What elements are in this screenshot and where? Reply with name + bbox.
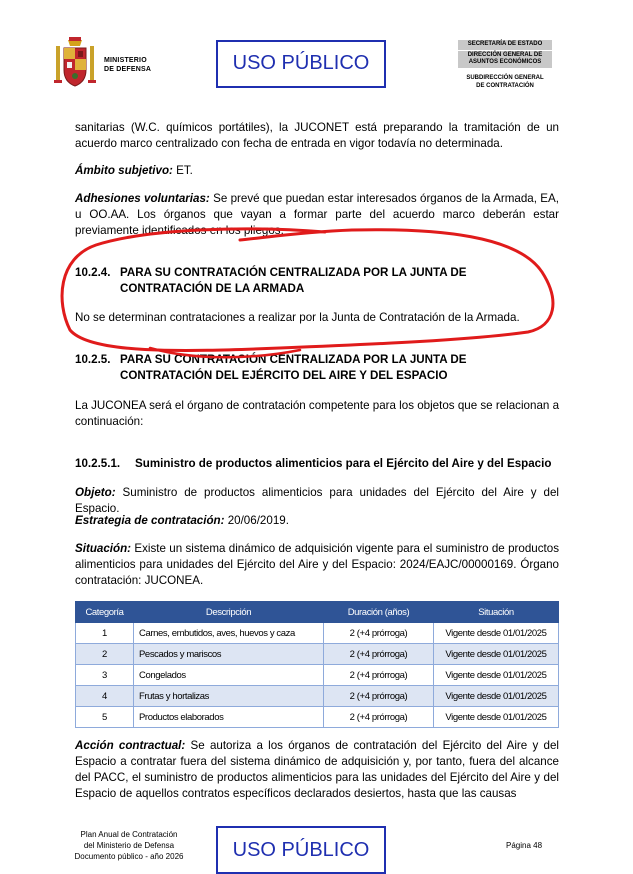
estrategia-text: 20/06/2019. (224, 514, 289, 527)
heading-10-2-5-1-number: 10.2.5.1. (75, 457, 121, 470)
table-cell-descripcion: Congelados (134, 665, 324, 686)
estrategia-paragraph (75, 513, 559, 529)
table-cell-categoria: 3 (76, 665, 134, 686)
adhesiones-paragraph (75, 191, 559, 239)
objeto-label: Objeto: (75, 486, 116, 499)
situacion-text: Existe un sistema dinámico de adquisición vigente para el suministro de productos alimenticios para unidades del Ejército del Aire y del Espacio: 2024/EAJC/00000169. Órgano contratación: JUCONEA. (75, 542, 559, 587)
accion-label: Acción contractual: (75, 739, 186, 752)
table-header-cell: Descripción (134, 602, 324, 623)
adhesiones-label: Adhesiones voluntarias: (75, 192, 210, 205)
table-row (76, 644, 559, 665)
footer-line3: Documento público - año 2026 (74, 852, 184, 861)
table-header-cell: Situación (434, 602, 559, 623)
footer-line1: Plan Anual de Contratación (80, 830, 178, 839)
situacion-label: Situación: (75, 542, 132, 555)
table-cell-duracion: 2 (+4 prórroga) (324, 686, 434, 707)
subdir-line2: DE CONTRATACIÓN (476, 82, 534, 89)
table-row (76, 623, 559, 644)
objeto-text: Suministro de productos alimenticios para unidades del Ejército del Aire y del Espacio. (75, 486, 559, 515)
footer-line2: del Ministerio de Defensa (83, 841, 175, 850)
table-cell-categoria: 2 (76, 644, 134, 665)
uso-publico-stamp-bottom: USO PÚBLICO (216, 826, 386, 874)
situacion-paragraph (75, 541, 559, 589)
heading-10-2-4-number: 10.2.4. (75, 266, 111, 279)
table-cell-duracion: 2 (+4 prórroga) (324, 644, 434, 665)
heading-10-2-4 (75, 265, 559, 297)
heading-10-2-5-text: PARA SU CONTRATACIÓN CENTRALIZADA POR LA JUNTA DE CONTRATACIÓN DEL EJÉRCITO DEL AIRE Y DEL ESPACIO (120, 353, 467, 382)
secretaria-box (458, 40, 552, 68)
table-row (76, 665, 559, 686)
table-cell-situacion: Vigente desde 01/01/2025 (434, 686, 559, 707)
estrategia-label: Estrategia de contratación: (75, 514, 225, 527)
table-cell-situacion: Vigente desde 01/01/2025 (434, 707, 559, 728)
table-row (76, 707, 559, 728)
heading-10-2-5-number: 10.2.5. (75, 353, 111, 366)
table-cell-duracion: 2 (+4 prórroga) (324, 665, 434, 686)
heading-10-2-5 (75, 352, 559, 384)
ambito-paragraph (75, 163, 559, 179)
ministry-line1: MINISTERIO (104, 57, 147, 64)
table-cell-descripcion: Pescados y mariscos (134, 644, 324, 665)
secretaria-label: SECRETARÍA DE ESTADO (467, 41, 543, 47)
table-header-cell: Duración (años) (324, 602, 434, 623)
direccion-line1: DIRECCIÓN GENERAL DE (467, 51, 543, 58)
heading-10-2-5-1-text: Suministro de productos alimenticios para el Ejército del Aire y del Espacio (135, 457, 552, 470)
table-cell-descripcion: Frutas y hortalizas (134, 686, 324, 707)
table-cell-categoria: 1 (76, 623, 134, 644)
ambito-label: Ámbito subjetivo: (75, 164, 173, 177)
table-cell-duracion: 2 (+4 prórroga) (324, 623, 434, 644)
paragraph-10-2-5: La JUCONEA será el órgano de contratación competente para los objetos que se relacionan a continuación: (75, 399, 560, 428)
direccion-line2: ASUNTOS ECONÓMICOS (468, 59, 542, 65)
table-cell-duracion: 2 (+4 prórroga) (324, 707, 434, 728)
heading-10-2-5-1 (75, 456, 559, 472)
table-cell-descripcion: Carnes, embutidos, aves, huevos y caza (134, 623, 324, 644)
coat-of-arms-icon (52, 36, 98, 90)
ambito-text: ET. (172, 164, 193, 177)
ministry-name (104, 56, 151, 74)
table-cell-situacion: Vigente desde 01/01/2025 (434, 644, 559, 665)
footer-info (62, 829, 196, 862)
table-cell-descripcion: Productos elaborados (134, 707, 324, 728)
subdir-line1: SUBDIRECCIÓN GENERAL (466, 75, 544, 81)
table-header-cell: Categoría (76, 602, 134, 623)
accion-text: Se autoriza a los órganos de contratación del Ejército del Aire y del Espacio a contratar fuera del sistema dinámico de adquisición y, por tanto, fuera del alcance del PACC, el suministro de productos alimenticios para las unidades del Ejército del Aire y del Espacio de aquellos contratos específicos declarados desiertos, hasta que las causas (75, 739, 559, 800)
table-cell-categoria: 4 (76, 686, 134, 707)
paragraph-intro: sanitarias (W.C. químicos portátiles), la JUCONET está preparando la tramitación de un acuerdo marco centralizado con fecha de entrada en vigor todavía no determinada. (75, 121, 559, 150)
table-header-row (76, 602, 559, 623)
page-number: Página 48 (506, 841, 543, 850)
table-cell-situacion: Vigente desde 01/01/2025 (434, 623, 559, 644)
table-cell-situacion: Vigente desde 01/01/2025 (434, 665, 559, 686)
table-row (76, 686, 559, 707)
uso-publico-stamp-top: USO PÚBLICO (216, 40, 386, 88)
heading-10-2-4-text: PARA SU CONTRATACIÓN CENTRALIZADA POR LA JUNTA DE CONTRATACIÓN DE LA ARMADA (120, 266, 467, 295)
paragraph-10-2-4: No se determinan contrataciones a realizar por la Junta de Contratación de la Armada. (75, 311, 520, 324)
categories-table (75, 601, 559, 728)
table-cell-categoria: 5 (76, 707, 134, 728)
subdireccion-label (452, 75, 558, 90)
accion-paragraph (75, 738, 559, 802)
adhesiones-text: Se prevé que puedan estar interesados órganos de la Armada, EA, u OO.AA. Los órganos que vayan a formar parte del acuerdo marco deberán estar previamente identificados en los pliegos. (75, 192, 559, 237)
ministry-line2: DE DEFENSA (104, 66, 152, 73)
